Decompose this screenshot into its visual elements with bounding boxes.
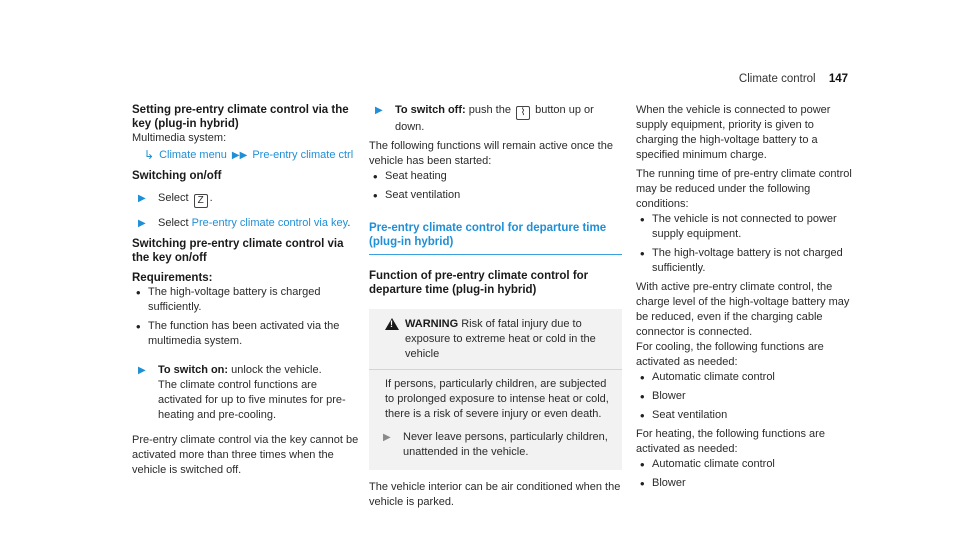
step-select-icon <box>132 191 360 208</box>
subheading-key-switching: Switching pre-entry climate control via the key on/off <box>132 238 344 264</box>
step-label: To switch off: <box>395 104 466 116</box>
step-switch-on <box>132 363 360 423</box>
step-select-menu <box>132 216 360 231</box>
return-arrow-icon: ↳ <box>144 148 155 162</box>
step-arrow-icon: ▶ <box>375 105 383 116</box>
interior-text: The vehicle interior can be air conditioned when the vehicle is parked. <box>369 481 621 508</box>
warning-heading-text: Risk of fatal injury due to exposure to extreme heat or cold in the vehicle <box>405 318 596 360</box>
warning-step <box>377 430 614 460</box>
double-chevron-icon: ▶▶ <box>231 150 248 161</box>
step-text: push the <box>468 104 511 116</box>
paragraph-priority: When the vehicle is connected to power supply equipment, priority is given to charging the high-voltage battery to a specified minimum charge. <box>636 104 831 161</box>
menu-link-pre-entry-key[interactable]: Pre-entry climate control via key <box>191 217 348 229</box>
path-intro: Multimedia system: <box>132 132 227 144</box>
warning-triangle-icon <box>385 318 399 330</box>
warning-body: If persons, particularly children, are subjected to prolonged exposure to intense heat or cold, there is a risk of severe injury or even death. <box>385 378 609 420</box>
step-arrow-icon: ▶ <box>138 365 146 376</box>
section-heading: Setting pre-entry climate control via the key (plug-in hybrid) <box>132 104 349 130</box>
blue-section-heading: Pre-entry climate control for departure time (plug-in hybrid) <box>369 221 622 255</box>
step-text: button up or down. <box>395 104 594 133</box>
climate-settings-icon: Z <box>194 194 208 208</box>
list-item: • Seat ventilation <box>369 188 622 203</box>
list-item: • Seat heating <box>369 169 622 184</box>
step-arrow-icon: ▶ <box>138 193 146 204</box>
list-item: • Blower <box>636 389 858 404</box>
paragraph-charge-level: With active pre-entry climate control, the charge level of the high-voltage battery may be reduced, even if the charging cable connector is connected. <box>636 281 850 338</box>
step-suffix: . <box>209 192 213 204</box>
step-arrow-icon: ▶ <box>138 218 146 229</box>
paragraph-cooling: For cooling, the following functions are activated as needed: <box>636 341 824 368</box>
warning-header <box>377 317 614 362</box>
list-item: • The high-voltage battery is charged sufficiently. <box>132 285 360 315</box>
page-header <box>739 72 848 87</box>
column-2 <box>369 103 622 510</box>
remain-text: The following functions will remain active once the vehicle has been started: <box>369 140 613 167</box>
heating-list <box>636 457 858 491</box>
function-heading: Function of pre-entry climate control for departure time (plug-in hybrid) <box>369 270 589 296</box>
step-arrow-icon: ▶ <box>383 432 391 443</box>
remain-list <box>369 169 622 203</box>
subheading-switching: Switching on/off <box>132 170 222 182</box>
menu-path-item-climate[interactable]: Climate menu <box>159 149 227 161</box>
warning-step-text: Never leave persons, particularly children, unattended in the vehicle. <box>403 431 608 458</box>
warning-box <box>369 309 622 470</box>
step-label: To switch on: <box>158 364 229 376</box>
step-text: Select <box>158 192 189 204</box>
step-switch-off <box>369 103 622 135</box>
climate-button-icon: ⌇ <box>516 106 530 120</box>
column-3 <box>636 103 858 491</box>
list-item: • Automatic climate control <box>636 370 858 385</box>
section-title: Climate control <box>738 73 816 85</box>
step-action: unlock the vehicle. <box>231 364 322 376</box>
list-item: • The function has been activated via the multimedia system. <box>132 319 360 349</box>
step-suffix: . <box>347 217 351 229</box>
warning-label: WARNING <box>405 318 459 330</box>
paragraph-heating: For heating, the following functions are activated as needed: <box>636 428 825 455</box>
divider <box>369 369 622 370</box>
column-1 <box>132 103 360 478</box>
list-item: • Seat ventilation <box>636 408 858 423</box>
menu-path-item-pre-entry[interactable]: Pre-entry climate ctrl <box>252 149 354 161</box>
list-item: • The vehicle is not connected to power supply equipment. <box>636 212 858 242</box>
step-result: The climate control functions are activated for up to five minutes for pre-heating and pre-cooling. <box>158 379 346 421</box>
note-text: Pre-entry climate control via the key cannot be activated more than three times when the vehicle is switched off. <box>132 434 359 476</box>
list-item: • The high-voltage battery is not charged sufficiently. <box>636 246 858 276</box>
requirements-list <box>132 285 360 349</box>
requirements-label: Requirements: <box>132 272 213 284</box>
step-text: Select <box>158 217 189 229</box>
cooling-list <box>636 370 858 423</box>
conditions-list <box>636 212 858 276</box>
list-item: • Blower <box>636 476 858 491</box>
menu-path <box>132 148 360 163</box>
page-number: 147 <box>828 73 848 85</box>
list-item: • Automatic climate control <box>636 457 858 472</box>
paragraph-running-time: The running time of pre-entry climate control may be reduced under the following conditions: <box>636 168 852 210</box>
